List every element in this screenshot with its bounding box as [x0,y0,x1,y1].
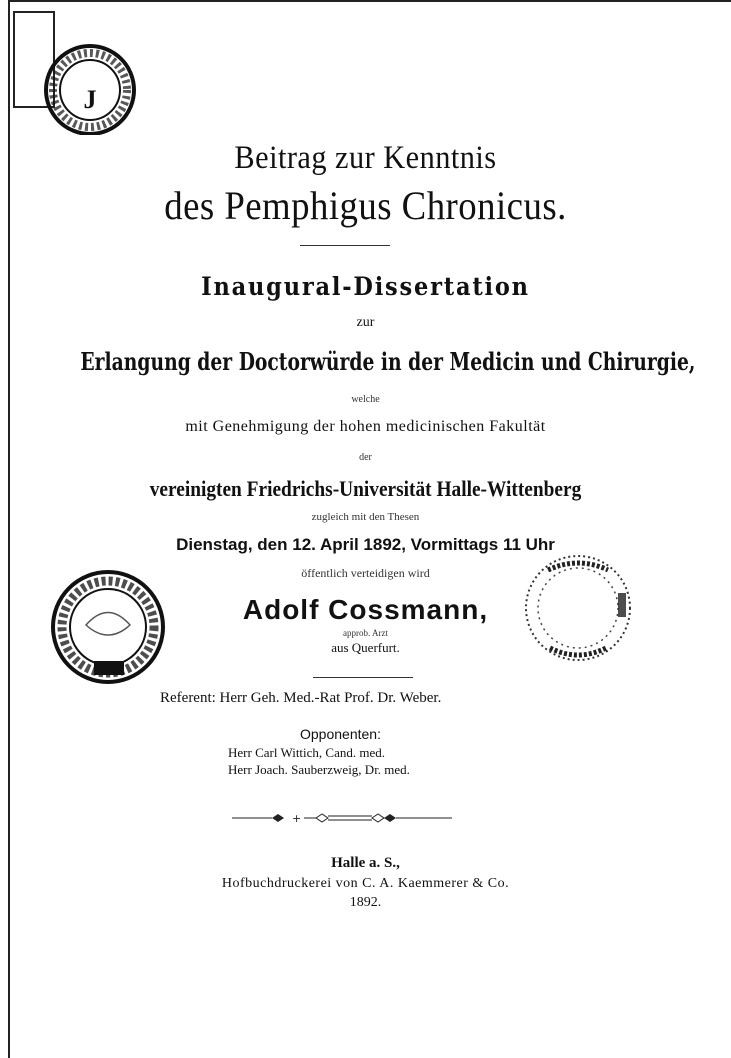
dissertation-heading: Inaugural-Dissertation [201,272,530,301]
title-line-2: des Pemphigus Chronicus. [164,183,567,228]
defense-date: Dienstag, den 12. April 1892, Vormittags 11 Uhr [176,535,555,554]
ornament-divider-icon [232,812,452,824]
university-name: vereinigten Friedrichs-Universität Halle-Wittenberg [149,476,582,501]
imprint-city: Halle a. S., [331,855,400,871]
opponent-2: Herr Joach. Sauberzweig, Dr. med. [228,762,410,777]
stamp-mark: J [83,85,97,114]
welche-text: welche [351,394,380,405]
together-text: zugleich mit den Thesen [311,511,420,523]
title-line-1: Beitrag zur Kenntnis [234,140,497,176]
purpose-text: Erlangung der Doctorwürde in der Medicin und Chirurgie, [80,347,696,376]
der-text: der [359,452,372,463]
imprint-printer: Hofbuchdruckerei von C. A. Kaemmerer & Co. [221,876,510,891]
imprint-year: 1892. [349,895,382,910]
svg-text:+: + [292,812,302,824]
author-origin: aus Querfurt. [331,640,400,655]
defense-text: öffentlich verteidigen wird [301,566,430,580]
opponent-1: Herr Carl Wittich, Cand. med. [228,745,386,760]
author-title: approb. Arzt [343,628,388,638]
page-border-top [8,0,731,2]
referent-line: Referent: Herr Geh. Med.-Rat Prof. Dr. Weber. [160,690,442,706]
title-divider [300,245,390,246]
author-name: Adolf Cossmann, [242,594,489,625]
library-stamp-icon [12,10,137,135]
opponents-label: Opponenten: [300,726,381,742]
zur-text: zur [356,315,375,330]
author-divider [313,677,413,678]
approval-text: mit Genehmigung der hohen medicinischen Fakultät [185,418,546,435]
